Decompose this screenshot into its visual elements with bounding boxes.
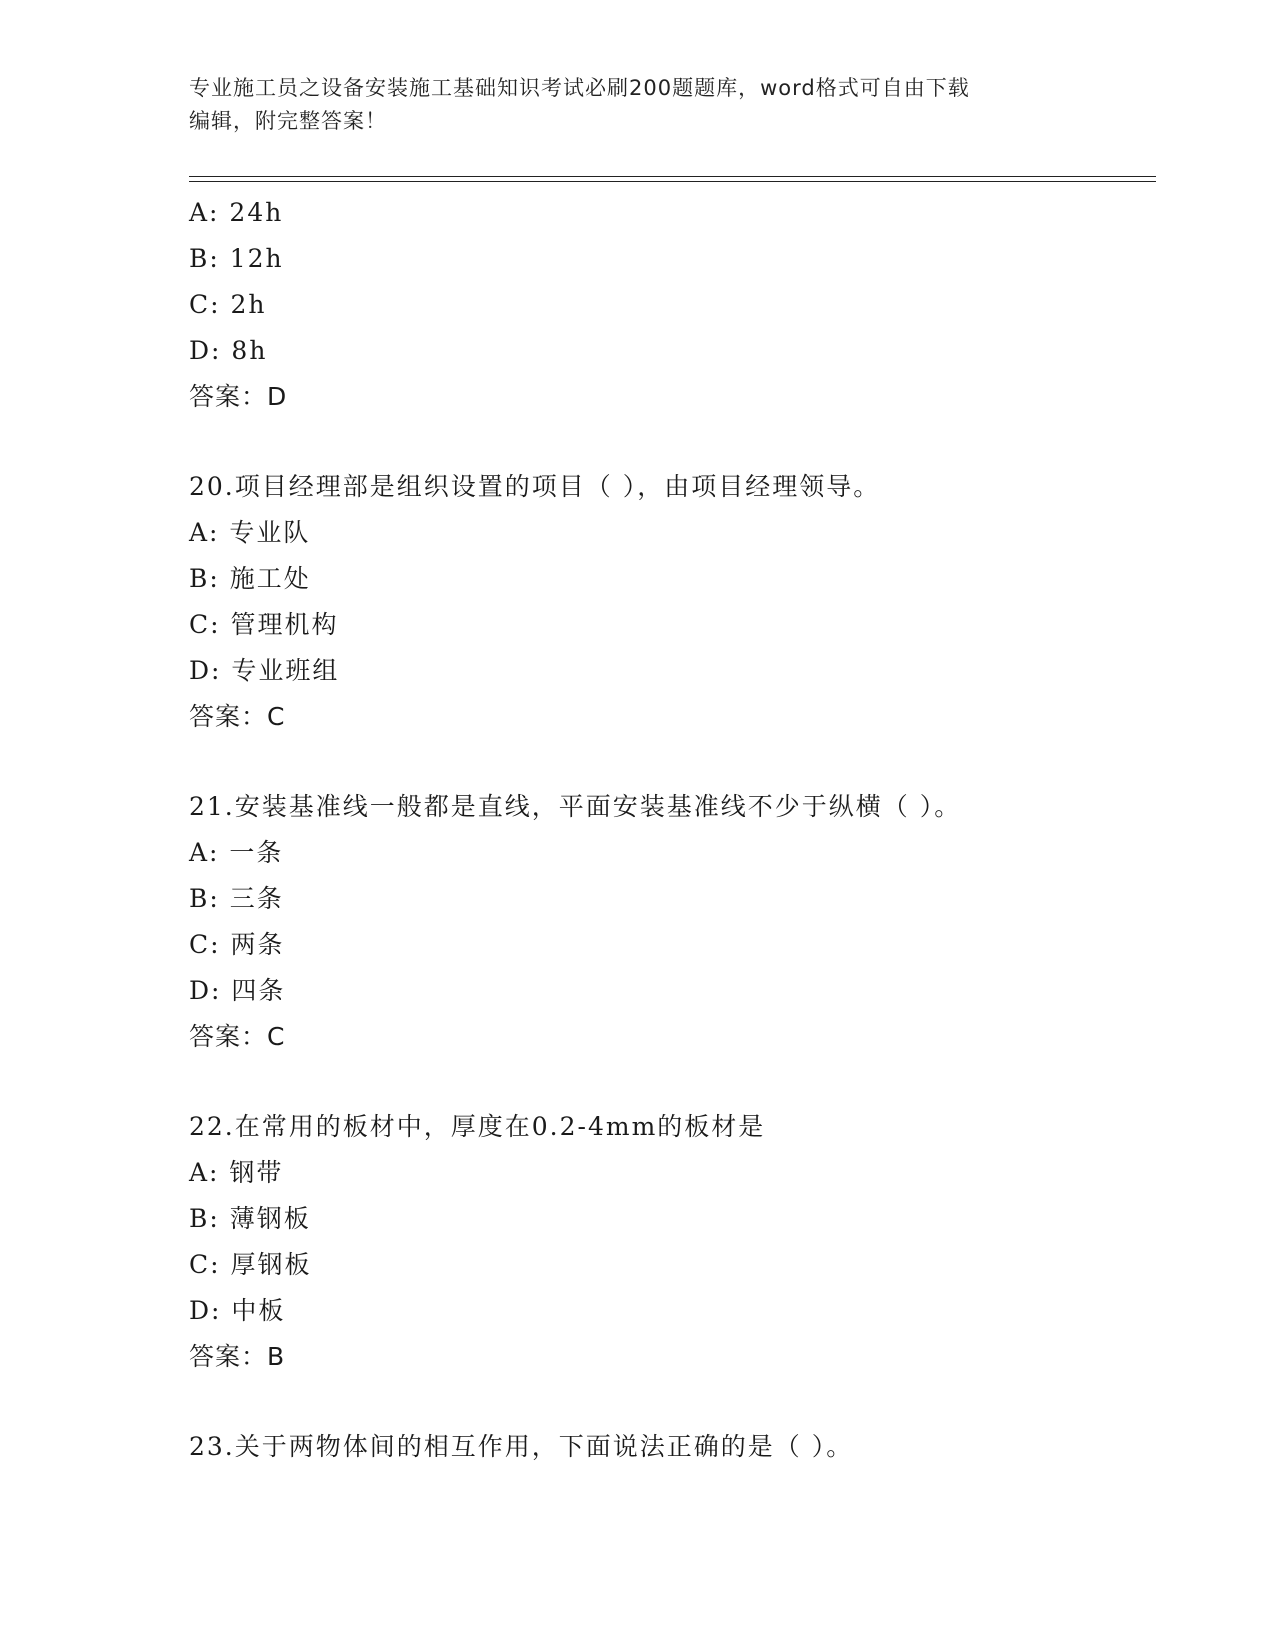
question-list <box>189 190 1149 1470</box>
option-c: C: 两条 <box>189 930 285 959</box>
question-text: 21.安装基准线一般都是直线，平面安装基准线不少于纵横（ ）。 <box>189 792 962 821</box>
option-b: B: 三条 <box>189 884 284 913</box>
option-a: A: 钢带 <box>189 1158 284 1187</box>
option-c: C: 2h <box>189 290 267 319</box>
document-header <box>189 72 1089 138</box>
answer-line: 答案：D <box>189 382 288 411</box>
header-line-2: 编辑，附完整答案！ <box>189 109 387 133</box>
question-text: 22.在常用的板材中，厚度在0.2-4mm的板材是 <box>189 1112 766 1141</box>
option-a: A: 一条 <box>189 838 284 867</box>
spacer <box>189 1060 1149 1104</box>
question-block-continued <box>189 190 1149 420</box>
answer-line: 答案：C <box>189 1022 286 1051</box>
option-b: B: 12h <box>189 244 284 273</box>
option-c: C: 厚钢板 <box>189 1250 312 1279</box>
header-divider-top <box>189 176 1156 177</box>
option-d: D: 8h <box>189 336 268 365</box>
header-divider-bottom <box>189 181 1156 182</box>
spacer <box>189 420 1149 464</box>
option-b: B: 施工处 <box>189 564 311 593</box>
question-22 <box>189 1104 1149 1380</box>
question-text: 20.项目经理部是组织设置的项目（ ），由项目经理领导。 <box>189 472 881 501</box>
spacer <box>189 1380 1149 1424</box>
header-line-1: 专业施工员之设备安装施工基础知识考试必刷200题题库，word格式可自由下载 <box>189 76 970 100</box>
option-a: A: 24h <box>189 198 284 227</box>
option-b: B: 薄钢板 <box>189 1204 311 1233</box>
option-c: C: 管理机构 <box>189 610 339 639</box>
option-d: D: 四条 <box>189 976 286 1005</box>
option-d: D: 专业班组 <box>189 656 340 685</box>
answer-line: 答案：C <box>189 702 286 731</box>
spacer <box>189 740 1149 784</box>
question-20 <box>189 464 1149 740</box>
option-d: D: 中板 <box>189 1296 286 1325</box>
option-a: A: 专业队 <box>189 518 311 547</box>
question-23 <box>189 1424 1149 1470</box>
answer-line: 答案：B <box>189 1342 286 1371</box>
question-text: 23.关于两物体间的相互作用，下面说法正确的是（ ）。 <box>189 1432 854 1461</box>
question-21 <box>189 784 1149 1060</box>
